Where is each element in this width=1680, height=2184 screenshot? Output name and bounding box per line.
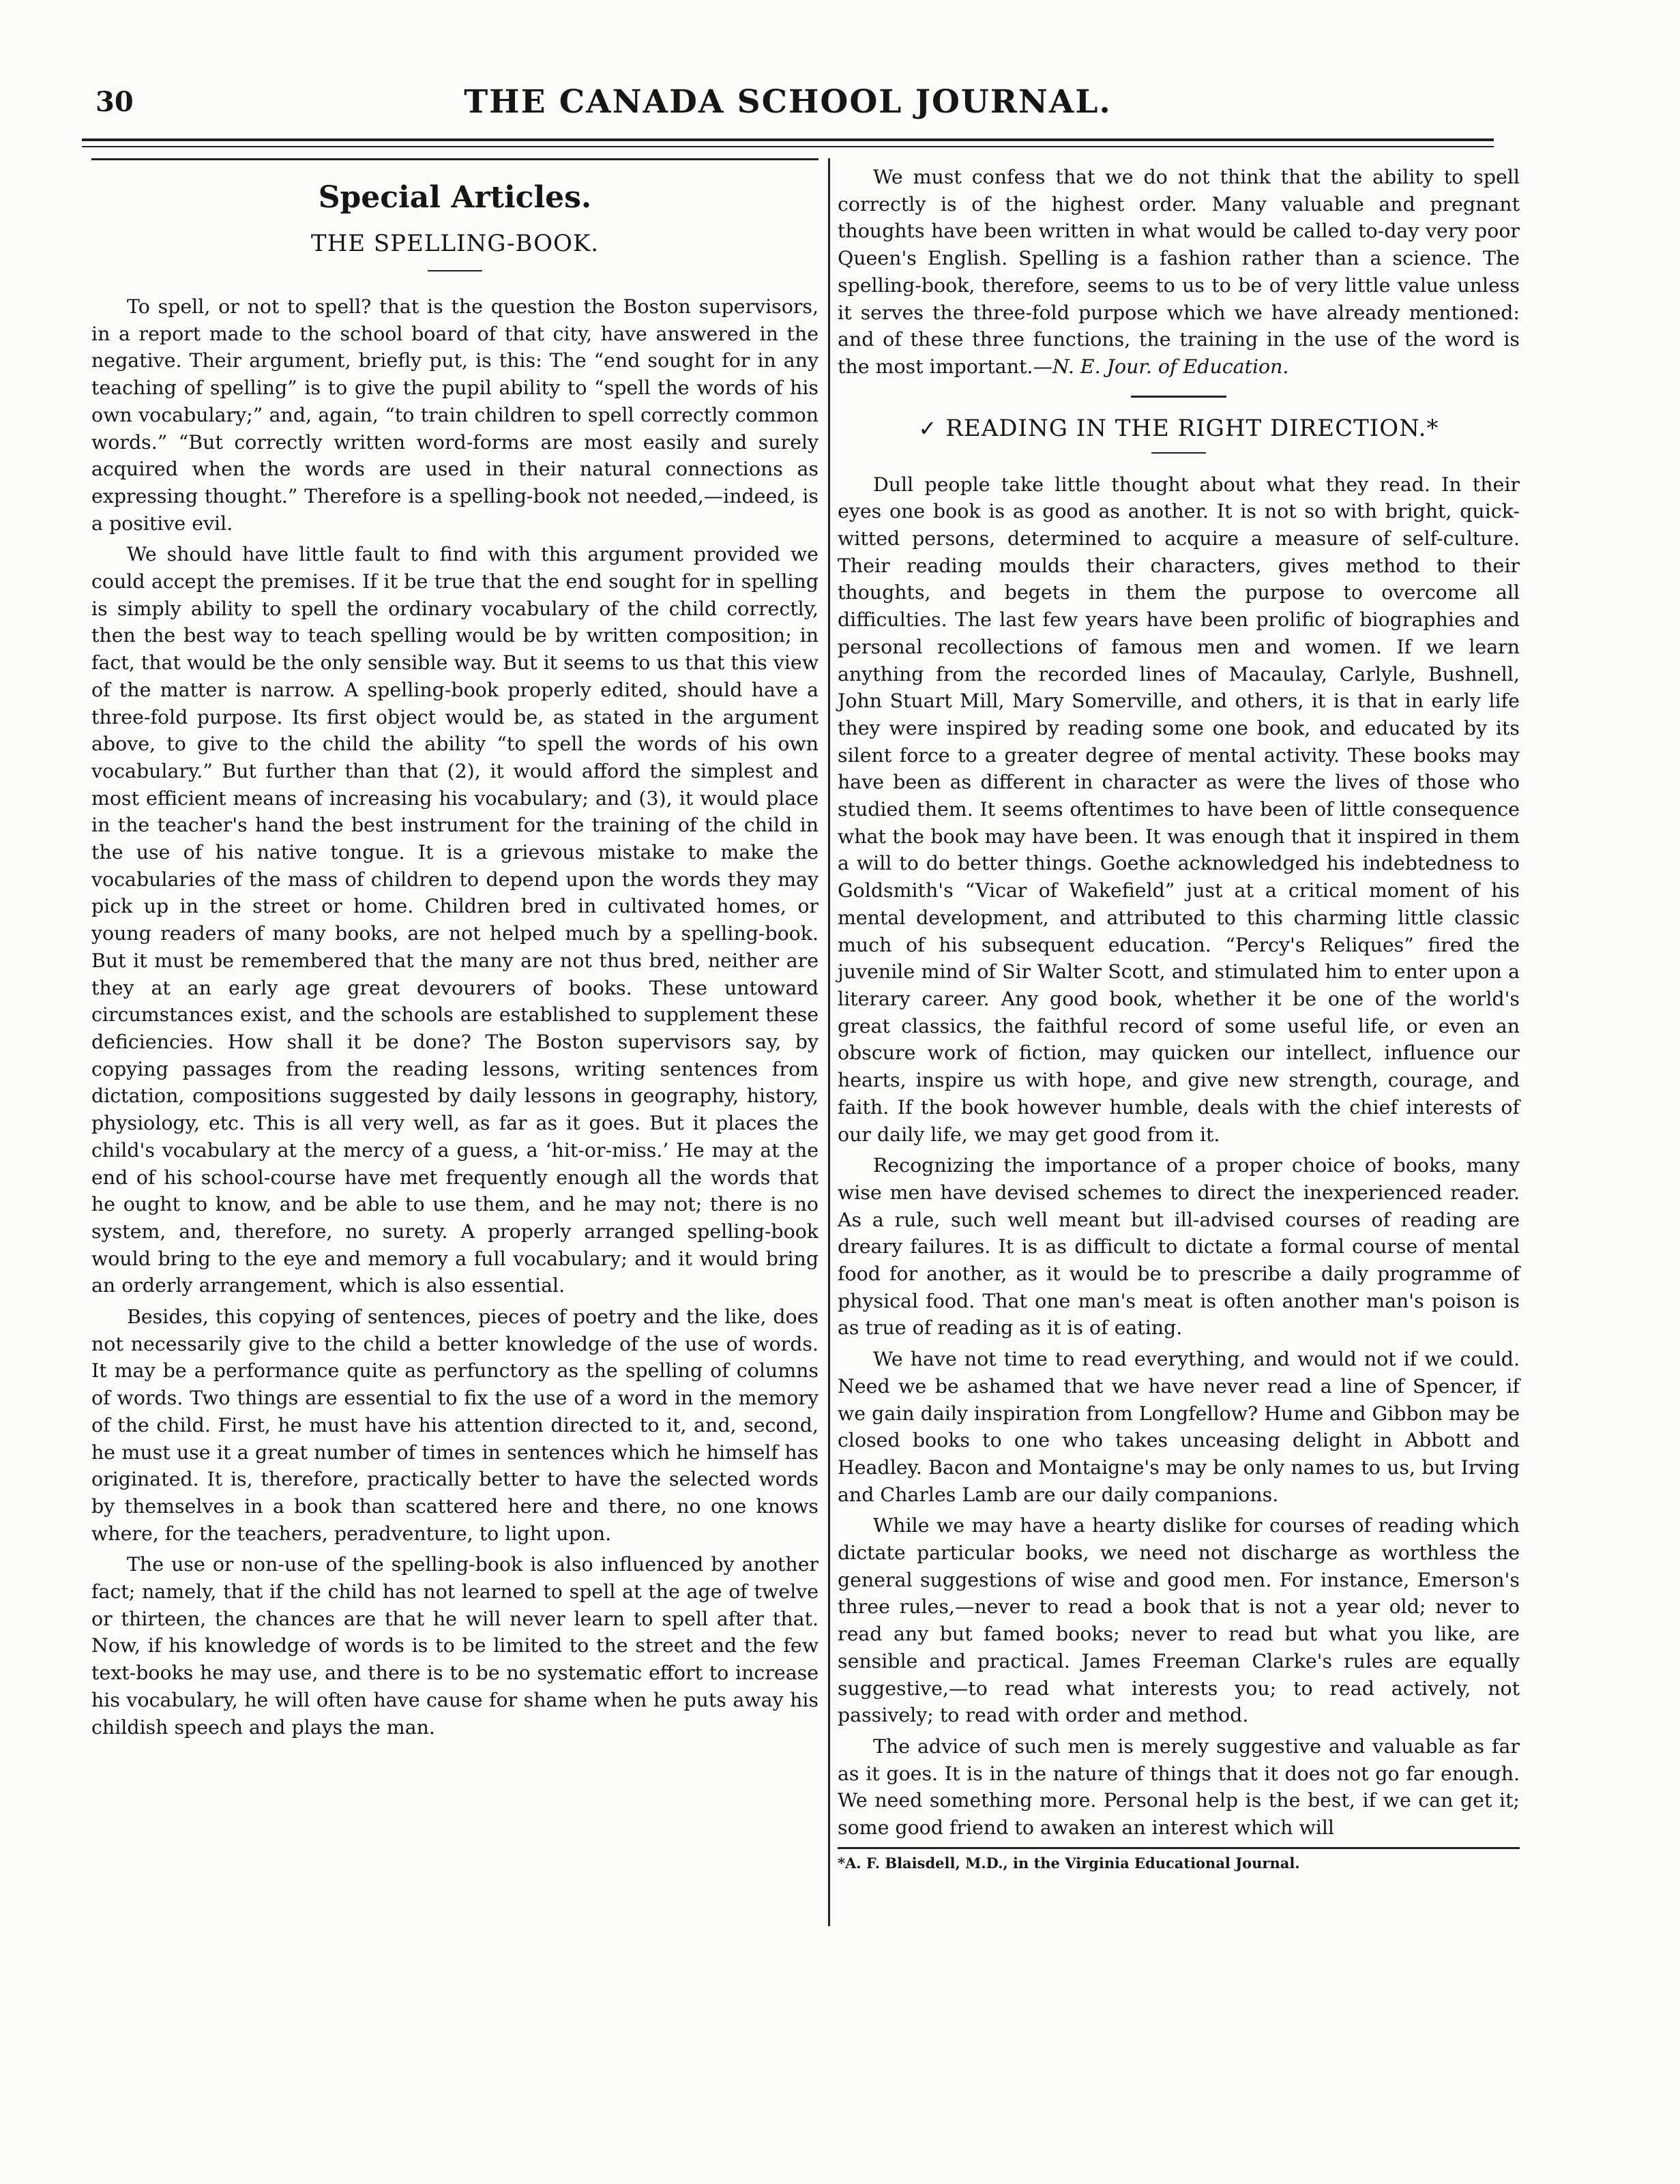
article-title-text: READING IN THE RIGHT DIRECTION.* [945, 414, 1439, 442]
article-source: —N. E. Jour. of Education. [1033, 355, 1289, 378]
article-title-spelling-book: THE SPELLING-BOOK. [310, 230, 600, 257]
footnote-rule [838, 1847, 1520, 1849]
title-rule [1151, 452, 1206, 454]
article-paragraph: To spell, or not to spell? that is the question the Boston supervisors, in a report made to the school board of that city, have answered in the negative. Their argument, briefly put, is this: The “end sought for in any teaching of spelling” is to give the pupil ability to “spell the words of his own vocabulary;” and, again, “to train children to spell correctly common words.” “But correctly written word-forms are most easily and surely acquired when the words are used in their natural connections as expressing thought.” Therefore is a spelling-book not needed,—indeed, is a positive evil. [91, 295, 819, 535]
page-header [82, 80, 1494, 128]
check-mark-icon: ✓ [918, 415, 938, 441]
left-column [91, 164, 819, 1741]
header-rule-thick [82, 138, 1494, 141]
header-rule-thin [82, 146, 1494, 147]
page-number: 30 [95, 86, 134, 118]
article-paragraph: The use or non-use of the spelling-book is also influenced by another fact; namely, that if the child has not learned to spell at the age of twelve or thirteen, the chances are that he will never learn to spell after that. Now, if his knowledge of words is to be limited to the street and the few text-books he may use, and there is to be no systematic effort to increase his vocabulary, he will often have cause for shame when he puts away his childish speech and plays the man. [91, 1553, 819, 1739]
continuation-text: We must confess that we do not think that the ability to spell correctly is of the highest order. Many valuable and pregnant thoughts have been written in what would be called to-day very poor Queen's English. Spelling is a fashion rather than a science. The spelling-book, therefore, seems to us to be of very little value unless it serves the three-fold purpose which we have already mentioned: and of these three functions, the training in the use of the word is the most important. [838, 166, 1520, 378]
article-paragraph: Recognizing the importance of a proper choice of books, many wise men have devised schemes to direct the inexperienced reader. As a rule, such well meant but ill-advised courses of reading are dreary failures. It is as difficult to dictate a formal course of mental food for another, as it would be to prescribe a daily programme of physical food. That one man's meat is often another man's poison is as true of reading as it is of eating. [838, 1154, 1520, 1340]
article-separator-rule [1131, 396, 1226, 398]
article-title-reading [838, 413, 1520, 444]
section-heading: Special Articles. [318, 180, 592, 215]
article-paragraph: The advice of such men is merely suggestive and valuable as far as it goes. It is in the nature of things that it does not go far enough. We need something more. Personal help is the best, if we can get it; some good friend to awaken an interest which will [838, 1735, 1520, 1840]
article-paragraph: Dull people take little thought about what they read. In their eyes one book is as good as another. It is not so with bright, quick-witted persons, determined to acquire a measure of self-culture. Their reading moulds their characters, gives method to their thoughts, and begets in them the purpose to overcome all difficulties. The last few years have been prolific of biographies and personal recollections of famous men and women. If we learn anything from the recorded lines of Macaulay, Carlyle, Bushnell, John Stuart Mill, Mary Somerville, and others, it is that in early life they were inspired by reading some one book, and educated by its silent force to a greater degree of mental activity. These books may have been as different in character as were the lives of those who studied them. It seems oftentimes to have been of little consequence what the book may have been. It was enough that it inspired in them a will to do better things. Goethe acknowledged his indebtedness to Goldsmith's “Vicar of Wakefield” just at a critical moment of his mental development, and attributed to this charming little classic much of his subsequent education. “Percy's Reliques” fired the juvenile mind of Sir Walter Scott, and stimulated him to enter upon a literary career. Any good book, whether it be one of the world's great classics, the faithful record of some useful life, or even an obscure work of fiction, may quicken our intellect, influence our hearts, inspire us with hope, and give new strength, courage, and faith. If the book however humble, deals with the chief interests of our daily life, we may get good from it. [838, 473, 1520, 1146]
article-paragraph: We should have little fault to find with this argument provided we could accept the premises. If it be true that the end sought for in spelling is simply ability to spell the ordinary vocabulary of the child correctly, then the best way to teach spelling would be by written composition; in fact, that would be the only sensible way. But it seems to us that this view of the matter is narrow. A spelling-book properly edited, should have a three-fold purpose. Its first object would be, as stated in the argument above, to give to the child the ability “to spell the words of his own vocabulary.” But further than that (2), it would afford the simplest and most efficient means of increasing his vocabulary; and (3), it would place in the teacher's hand the best instrument for the training of the child in the use of his native tongue. It is a grievous mistake to make the vocabularies of the mass of children to depend upon the words they may pick up in the street or home. Children bred in cultivated homes, or young readers of many books, are not helped much by a spelling-book. But it must be remembered that the many are not thus bred, neither are they at an early age great devourers of books. These untoward circumstances exist, and the schools are established to supplement these deficiencies. How shall it be done? The Boston supervisors say, by copying passages from the reading lessons, writing sentences from dictation, compositions suggested by daily lessons in geography, history, physiology, etc. This is all very well, as far as it goes. But it places the child's vocabulary at the mercy of a guess, a ‘hit-or-miss.’ He may at the end of his school-course have met frequently enough all the words that he ought to know, and be able to use them, and he may not; there is no system, and, therefore, no surety. A properly arranged spelling-book would bring to the eye and memory a full vocabulary; and it would bring an orderly arrangement, which is also essential. [91, 543, 819, 1297]
right-column [838, 164, 1520, 1874]
article-paragraph: While we may have a hearty dislike for courses of reading which dictate particular books, we need not discharge as worthless the general suggestions of wise and good men. For instance, Emerson's three rules,—never to read a book that is not a year old; never to read any but famed books; never to read but what you like, are sensible and practical. James Freeman Clarke's rules are equally suggestive,—to read what interests you; to read actively, not passively; to read with order and method. [838, 1514, 1520, 1727]
footnote: *A. F. Blaisdell, M.D., in the Virginia Educational Journal. [838, 1854, 1300, 1872]
journal-title: THE CANADA SCHOOL JOURNAL. [464, 83, 1112, 121]
article-continuation [838, 164, 1520, 381]
section-top-rule [91, 158, 819, 160]
article-paragraph: We have not time to read everything, and would not if we could. Need we be ashamed that we have never read a line of Spencer, if we gain daily inspiration from Longfellow? Hume and Gibbon may be closed books to one who takes unceasing delight in Abbott and Headley. Bacon and Montaigne's may be only names to us, but Irving and Charles Lamb are our daily companions. [838, 1348, 1520, 1506]
title-rule [428, 270, 482, 271]
column-divider [828, 158, 830, 1926]
article-paragraph: Besides, this copying of sentences, pieces of poetry and the like, does not necessarily give to the child a better knowledge of the use of words. It may be a performance quite as perfunctory as the spelling of columns of words. Two things are essential to fix the use of a word in the memory of the child. First, he must have his attention directed to it, and, second, he must use it a great number of times in sentences which he himself has originated. It is, therefore, practically better to have the selected words by themselves in a book than scattered here and there, no one knows where, for the teachers, peradventure, to light upon. [91, 1305, 819, 1545]
